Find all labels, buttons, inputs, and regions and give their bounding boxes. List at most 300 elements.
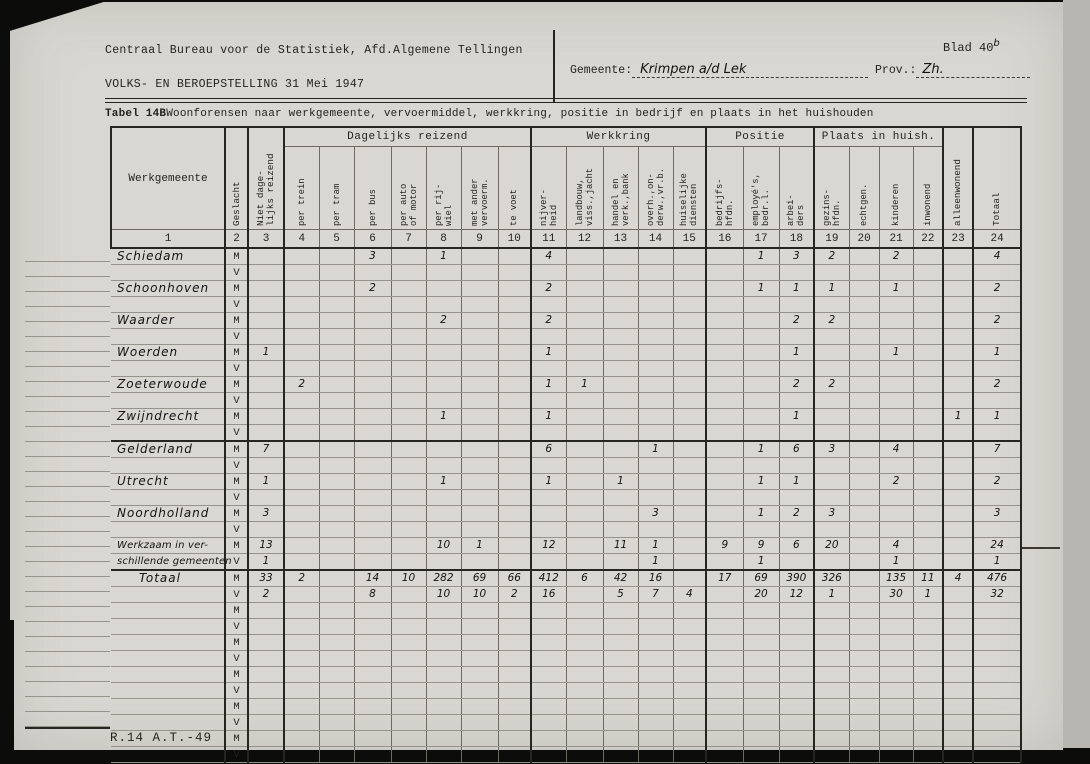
value-cell	[319, 522, 354, 538]
sex-label: V	[225, 458, 248, 474]
value-cell	[913, 329, 943, 345]
value-cell	[673, 747, 706, 763]
value-cell	[879, 409, 913, 425]
value-cell	[354, 683, 391, 699]
value-cell: 1	[779, 345, 814, 361]
value-cell	[248, 281, 284, 297]
value-cell	[461, 731, 498, 747]
value-cell	[531, 506, 566, 522]
table-row	[111, 731, 1021, 747]
value-cell: 2	[973, 474, 1021, 490]
value-cell	[498, 409, 531, 425]
value-cell	[849, 458, 879, 474]
col-group-2: Positie	[706, 127, 814, 147]
value-cell	[673, 265, 706, 281]
value-cell: 17	[706, 570, 743, 587]
value-cell	[879, 699, 913, 715]
value-cell	[743, 699, 779, 715]
sex-label: M	[225, 377, 248, 393]
value-cell	[566, 699, 603, 715]
value-cell: 1	[973, 554, 1021, 571]
value-cell	[706, 683, 743, 699]
row-label	[111, 619, 225, 635]
sex-label: M	[225, 667, 248, 683]
value-cell	[461, 248, 498, 265]
value-cell: 1	[879, 554, 913, 571]
value-cell	[943, 603, 973, 619]
value-cell	[943, 441, 973, 458]
org-title: Centraal Bureau voor de Statistiek, Afd.Algemene Tellingen	[105, 44, 523, 57]
value-cell	[849, 506, 879, 522]
table-row	[111, 667, 1021, 683]
value-cell	[673, 522, 706, 538]
value-cell	[248, 329, 284, 345]
value-cell	[284, 409, 319, 425]
value-cell	[638, 731, 673, 747]
col-number-21: 21	[879, 230, 913, 249]
value-cell	[673, 409, 706, 425]
sex-label: M	[225, 281, 248, 297]
value-cell	[498, 490, 531, 506]
value-cell	[531, 619, 566, 635]
value-cell	[879, 297, 913, 313]
value-cell	[284, 297, 319, 313]
value-cell	[849, 425, 879, 442]
row-label	[111, 715, 225, 731]
form-code: R.14 A.T.-49	[110, 731, 213, 745]
value-cell: 4	[973, 248, 1021, 265]
col-number-22: 22	[913, 230, 943, 249]
value-cell	[426, 683, 461, 699]
value-cell	[913, 635, 943, 651]
value-cell: 1	[461, 538, 498, 554]
sex-label: M	[225, 474, 248, 490]
value-cell	[743, 731, 779, 747]
value-cell	[498, 281, 531, 297]
value-cell	[603, 409, 638, 425]
value-cell	[913, 441, 943, 458]
value-cell	[603, 603, 638, 619]
value-cell	[638, 490, 673, 506]
value-cell	[461, 651, 498, 667]
value-cell	[603, 522, 638, 538]
value-cell	[638, 699, 673, 715]
value-cell	[566, 747, 603, 763]
value-cell	[426, 441, 461, 458]
value-cell: 16	[531, 587, 566, 603]
value-cell	[319, 683, 354, 699]
value-cell	[531, 265, 566, 281]
value-cell	[849, 619, 879, 635]
value-cell	[849, 377, 879, 393]
value-cell	[426, 619, 461, 635]
value-cell	[943, 265, 973, 281]
col-number-15: 15	[673, 230, 706, 249]
sex-label: M	[225, 506, 248, 522]
col-header-21: kinderen	[879, 147, 913, 230]
value-cell	[814, 603, 849, 619]
value-cell: 2	[814, 248, 849, 265]
table-row	[111, 393, 1021, 409]
value-cell	[566, 281, 603, 297]
value-cell: 20	[814, 538, 849, 554]
value-cell	[603, 490, 638, 506]
value-cell	[913, 731, 943, 747]
value-cell	[638, 393, 673, 409]
value-cell	[943, 345, 973, 361]
value-cell	[284, 603, 319, 619]
table-row	[111, 619, 1021, 635]
value-cell	[461, 506, 498, 522]
value-cell	[879, 667, 913, 683]
col-group-0: Dagelijks reizend	[284, 127, 531, 147]
value-cell	[284, 393, 319, 409]
value-cell	[943, 377, 973, 393]
value-cell	[531, 458, 566, 474]
value-cell	[426, 651, 461, 667]
table-row	[111, 490, 1021, 506]
value-cell	[943, 651, 973, 667]
value-cell	[498, 619, 531, 635]
value-cell	[391, 747, 426, 763]
value-cell	[706, 603, 743, 619]
value-cell: 33	[248, 570, 284, 587]
value-cell	[603, 554, 638, 571]
value-cell	[461, 667, 498, 683]
value-cell	[849, 409, 879, 425]
col-header-werkgemeente: Werkgemeente	[111, 127, 225, 230]
value-cell	[603, 313, 638, 329]
value-cell	[973, 297, 1021, 313]
sex-label: M	[225, 570, 248, 587]
value-cell	[743, 651, 779, 667]
value-cell	[531, 361, 566, 377]
value-cell	[638, 248, 673, 265]
value-cell	[638, 297, 673, 313]
value-cell: 1	[426, 409, 461, 425]
value-cell	[391, 281, 426, 297]
col-number-5: 5	[319, 230, 354, 249]
value-cell	[391, 522, 426, 538]
col-number-17: 17	[743, 230, 779, 249]
value-cell	[391, 651, 426, 667]
value-cell	[566, 425, 603, 442]
value-cell	[638, 313, 673, 329]
prov-label: Prov.:	[875, 64, 917, 77]
row-label	[111, 490, 225, 506]
value-cell	[913, 538, 943, 554]
col-number-13: 13	[603, 230, 638, 249]
value-cell	[879, 329, 913, 345]
row-label	[111, 361, 225, 377]
value-cell: 1	[973, 345, 1021, 361]
value-cell	[673, 474, 706, 490]
sex-label: V	[225, 683, 248, 699]
value-cell	[943, 490, 973, 506]
value-cell: 10	[426, 538, 461, 554]
value-cell	[973, 635, 1021, 651]
value-cell	[814, 619, 849, 635]
value-cell: 9	[706, 538, 743, 554]
col-header-totaal: Totaal	[973, 127, 1021, 230]
row-label: Totaal	[111, 570, 225, 587]
value-cell	[461, 441, 498, 458]
value-cell	[779, 297, 814, 313]
value-cell	[706, 667, 743, 683]
value-cell	[913, 409, 943, 425]
value-cell: 476	[973, 570, 1021, 587]
value-cell	[943, 635, 973, 651]
row-label: Werkzaam in ver-	[111, 538, 225, 554]
value-cell	[566, 587, 603, 603]
value-cell	[566, 345, 603, 361]
value-cell	[879, 747, 913, 763]
table-row	[111, 281, 1021, 297]
value-cell	[943, 683, 973, 699]
value-cell: 9	[743, 538, 779, 554]
value-cell	[603, 377, 638, 393]
value-cell: 2	[973, 313, 1021, 329]
value-cell	[879, 265, 913, 281]
value-cell: 2	[284, 377, 319, 393]
value-cell	[779, 522, 814, 538]
col-number-23: 23	[943, 230, 973, 249]
value-cell	[531, 522, 566, 538]
value-cell: 2	[498, 587, 531, 603]
value-cell	[498, 297, 531, 313]
sex-label: M	[225, 409, 248, 425]
value-cell	[531, 490, 566, 506]
value-cell	[603, 393, 638, 409]
value-cell	[943, 458, 973, 474]
value-cell: 7	[638, 587, 673, 603]
table-row	[111, 265, 1021, 281]
value-cell	[673, 345, 706, 361]
value-cell	[849, 474, 879, 490]
value-cell	[319, 281, 354, 297]
value-cell	[498, 731, 531, 747]
value-cell: 6	[531, 441, 566, 458]
value-cell	[973, 667, 1021, 683]
value-cell	[743, 667, 779, 683]
value-cell	[461, 635, 498, 651]
row-label: Schiedam	[111, 248, 225, 265]
value-cell	[426, 361, 461, 377]
value-cell	[814, 522, 849, 538]
value-cell	[319, 377, 354, 393]
value-cell	[973, 425, 1021, 442]
value-cell: 1	[973, 409, 1021, 425]
value-cell: 3	[779, 248, 814, 265]
value-cell	[248, 635, 284, 651]
value-cell	[248, 248, 284, 265]
value-cell	[779, 490, 814, 506]
value-cell	[673, 731, 706, 747]
value-cell	[354, 667, 391, 683]
value-cell	[913, 619, 943, 635]
value-cell	[743, 313, 779, 329]
value-cell	[284, 313, 319, 329]
value-cell	[638, 265, 673, 281]
value-cell	[973, 731, 1021, 747]
census-table	[110, 126, 1022, 763]
value-cell: 1	[943, 409, 973, 425]
prov-value: Zh.	[916, 62, 1030, 78]
value-cell	[354, 506, 391, 522]
value-cell	[319, 313, 354, 329]
value-cell	[319, 490, 354, 506]
value-cell	[426, 747, 461, 763]
value-cell	[391, 554, 426, 571]
sex-label: M	[225, 731, 248, 747]
value-cell: 11	[603, 538, 638, 554]
value-cell	[248, 425, 284, 442]
value-cell	[426, 393, 461, 409]
col-header-9: met ander vervoerm.	[461, 147, 498, 230]
value-cell	[814, 651, 849, 667]
col-group-3: Plaats in huish.	[814, 127, 943, 147]
value-cell	[706, 313, 743, 329]
value-cell	[743, 265, 779, 281]
value-cell	[426, 329, 461, 345]
value-cell	[284, 329, 319, 345]
value-cell: 2	[779, 506, 814, 522]
table-row	[111, 554, 1021, 571]
value-cell	[284, 747, 319, 763]
value-cell	[706, 619, 743, 635]
value-cell	[603, 635, 638, 651]
value-cell	[943, 474, 973, 490]
value-cell	[391, 313, 426, 329]
value-cell: 2	[779, 377, 814, 393]
value-cell	[498, 522, 531, 538]
value-cell	[706, 345, 743, 361]
value-cell: 4	[531, 248, 566, 265]
value-cell	[566, 458, 603, 474]
sex-label: M	[225, 699, 248, 715]
value-cell	[913, 425, 943, 442]
value-cell	[849, 490, 879, 506]
value-cell	[426, 522, 461, 538]
value-cell	[943, 313, 973, 329]
sex-label: M	[225, 538, 248, 554]
value-cell	[943, 393, 973, 409]
blad-number	[943, 38, 1000, 55]
value-cell: 2	[248, 587, 284, 603]
value-cell	[603, 441, 638, 458]
row-label: Zwijndrecht	[111, 409, 225, 425]
value-cell: 32	[973, 587, 1021, 603]
value-cell	[913, 313, 943, 329]
value-cell	[319, 297, 354, 313]
value-cell	[603, 458, 638, 474]
value-cell	[638, 603, 673, 619]
value-cell	[943, 699, 973, 715]
value-cell	[461, 458, 498, 474]
value-cell	[319, 393, 354, 409]
value-cell	[603, 329, 638, 345]
col-number-11: 11	[531, 230, 566, 249]
paper-sheet	[10, 2, 1063, 761]
value-cell	[603, 345, 638, 361]
value-cell	[849, 329, 879, 345]
row-label	[111, 297, 225, 313]
sex-label: V	[225, 425, 248, 442]
value-cell	[566, 441, 603, 458]
value-cell	[531, 425, 566, 442]
table-row	[111, 377, 1021, 393]
value-cell	[638, 345, 673, 361]
value-cell	[531, 699, 566, 715]
value-cell	[248, 619, 284, 635]
value-cell	[913, 667, 943, 683]
value-cell	[814, 265, 849, 281]
value-cell	[973, 715, 1021, 731]
value-cell: 16	[638, 570, 673, 587]
value-cell	[673, 699, 706, 715]
value-cell	[706, 731, 743, 747]
value-cell: 10	[391, 570, 426, 587]
value-cell	[673, 361, 706, 377]
value-cell	[426, 699, 461, 715]
col-number-20: 20	[849, 230, 879, 249]
value-cell	[319, 329, 354, 345]
value-cell	[973, 619, 1021, 635]
value-cell	[849, 683, 879, 699]
value-cell	[531, 297, 566, 313]
value-cell	[248, 409, 284, 425]
value-cell: 7	[248, 441, 284, 458]
value-cell: 2	[284, 570, 319, 587]
value-cell	[319, 474, 354, 490]
value-cell	[354, 329, 391, 345]
sex-label: M	[225, 345, 248, 361]
value-cell	[973, 747, 1021, 763]
value-cell	[531, 393, 566, 409]
value-cell	[354, 297, 391, 313]
value-cell	[743, 458, 779, 474]
value-cell	[284, 538, 319, 554]
value-cell: 3	[248, 506, 284, 522]
value-cell	[973, 265, 1021, 281]
value-cell: 2	[531, 313, 566, 329]
value-cell	[248, 699, 284, 715]
value-cell	[913, 248, 943, 265]
value-cell	[673, 554, 706, 571]
value-cell	[673, 377, 706, 393]
value-cell	[498, 361, 531, 377]
value-cell	[706, 554, 743, 571]
value-cell: 5	[603, 587, 638, 603]
value-cell: 2	[354, 281, 391, 297]
table-row	[111, 683, 1021, 699]
value-cell	[638, 747, 673, 763]
value-cell: 3	[973, 506, 1021, 522]
value-cell: 135	[879, 570, 913, 587]
value-cell	[354, 715, 391, 731]
value-cell	[849, 715, 879, 731]
value-cell	[603, 731, 638, 747]
col-header-14: overh.,on- derw.,vr.b.	[638, 147, 673, 230]
value-cell	[498, 265, 531, 281]
value-cell	[638, 522, 673, 538]
value-cell: 2	[779, 313, 814, 329]
table-row	[111, 474, 1021, 490]
value-cell	[743, 635, 779, 651]
value-cell	[814, 297, 849, 313]
value-cell	[284, 506, 319, 522]
value-cell	[391, 490, 426, 506]
